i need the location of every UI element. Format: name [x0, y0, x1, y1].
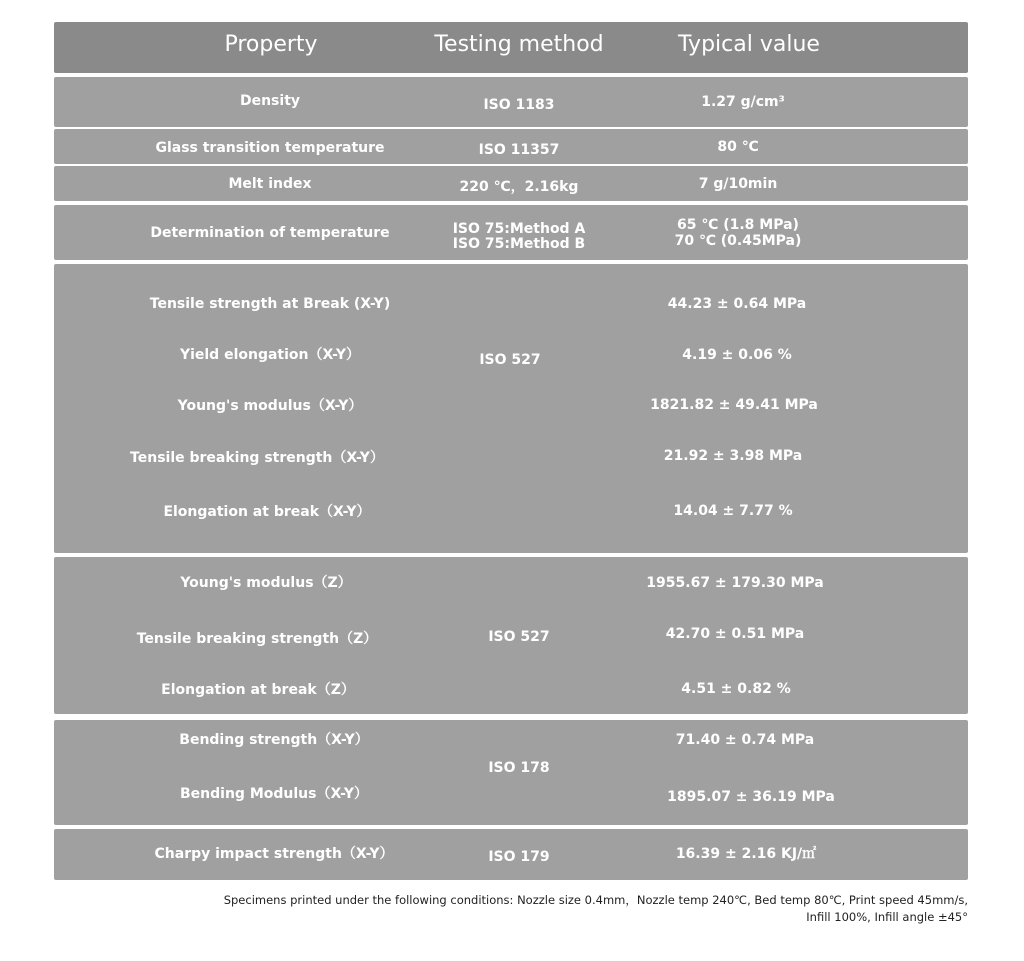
method-cell: ISO 11357 — [478, 142, 560, 158]
table-row — [54, 205, 968, 260]
value-cell: 42.70 ± 0.51 MPa — [665, 626, 805, 642]
value-cell: 16.39 ± 2.16 KJ/㎡ — [675, 846, 817, 862]
footnote-line-2: Infill 100%, Infill angle ±45° — [806, 910, 968, 924]
tensile-z-group — [54, 557, 968, 714]
property-cell: Bending Modulus（X-Y） — [180, 786, 368, 802]
value-cell: 4.51 ± 0.82 % — [681, 681, 791, 697]
property-cell: Elongation at break（X-Y） — [163, 504, 371, 520]
property-cell: Yield elongation（X-Y） — [179, 347, 361, 363]
specimen-conditions-note — [224, 892, 968, 926]
property-cell: Young's modulus（Z） — [180, 575, 352, 591]
value-cell: 1895.07 ± 36.19 MPa — [667, 789, 835, 805]
property-cell: Tensile strength at Break (X-Y) — [149, 296, 391, 312]
method-cell: ISO 1183 — [483, 97, 555, 113]
method-cell-line-1: ISO 75:Method A — [452, 221, 586, 237]
table-row — [54, 129, 968, 164]
value-cell-line-1: 65 ℃ (1.8 MPa) — [677, 217, 799, 233]
method-cell: ISO 179 — [488, 849, 550, 865]
value-cell: 14.04 ± 7.77 % — [673, 503, 793, 519]
footnote-line-1: Specimens printed under the following conditions: Nozzle size 0.4mm，Nozzle temp 240℃, Bed temp 80℃, Print speed 45mm/s, — [223, 893, 968, 907]
method-cell: ISO 178 — [488, 760, 550, 776]
property-cell: Tensile breaking strength（Z） — [136, 631, 378, 647]
value-cell: 4.19 ± 0.06 % — [682, 347, 792, 363]
method-cell: ISO 527 — [488, 629, 550, 645]
value-cell: 21.92 ± 3.98 MPa — [663, 448, 803, 464]
table-row — [54, 829, 968, 880]
value-cell: 80 ℃ — [717, 139, 759, 155]
header-testing-method: Testing method — [434, 32, 604, 57]
property-cell: Bending strength（X-Y） — [179, 732, 369, 748]
property-cell: Charpy impact strength（X-Y） — [154, 846, 394, 862]
header-typical-value: Typical value — [678, 32, 820, 57]
header-property: Property — [224, 32, 318, 57]
property-cell: Determination of temperature — [150, 225, 390, 241]
method-cell: ISO 527 — [479, 352, 541, 368]
property-cell: Young's modulus（X-Y） — [177, 398, 363, 414]
table-header — [54, 22, 968, 73]
property-cell: Glass transition temperature — [155, 140, 385, 156]
value-cell: 71.40 ± 0.74 MPa — [675, 732, 815, 748]
value-cell: 1.27 g/cm³ — [701, 94, 785, 110]
property-cell: Tensile breaking strength（X-Y） — [130, 450, 384, 466]
bending-group — [54, 720, 968, 825]
property-cell: Elongation at break（Z） — [161, 682, 355, 698]
property-cell: Density — [239, 93, 301, 109]
table-row — [54, 166, 968, 201]
method-cell-line-2: ISO 75:Method B — [452, 236, 586, 252]
value-cell: 1821.82 ± 49.41 MPa — [650, 397, 818, 413]
table-row — [54, 77, 968, 127]
property-cell: Melt index — [228, 176, 312, 192]
value-cell: 44.23 ± 0.64 MPa — [667, 296, 807, 312]
value-cell: 7 g/10min — [698, 176, 778, 192]
method-cell: 220 ℃，2.16kg — [459, 179, 579, 195]
value-cell-line-2: 70 ℃ (0.45MPa) — [674, 233, 802, 249]
tensile-xy-group — [54, 264, 968, 553]
value-cell: 1955.67 ± 179.30 MPa — [646, 575, 824, 591]
